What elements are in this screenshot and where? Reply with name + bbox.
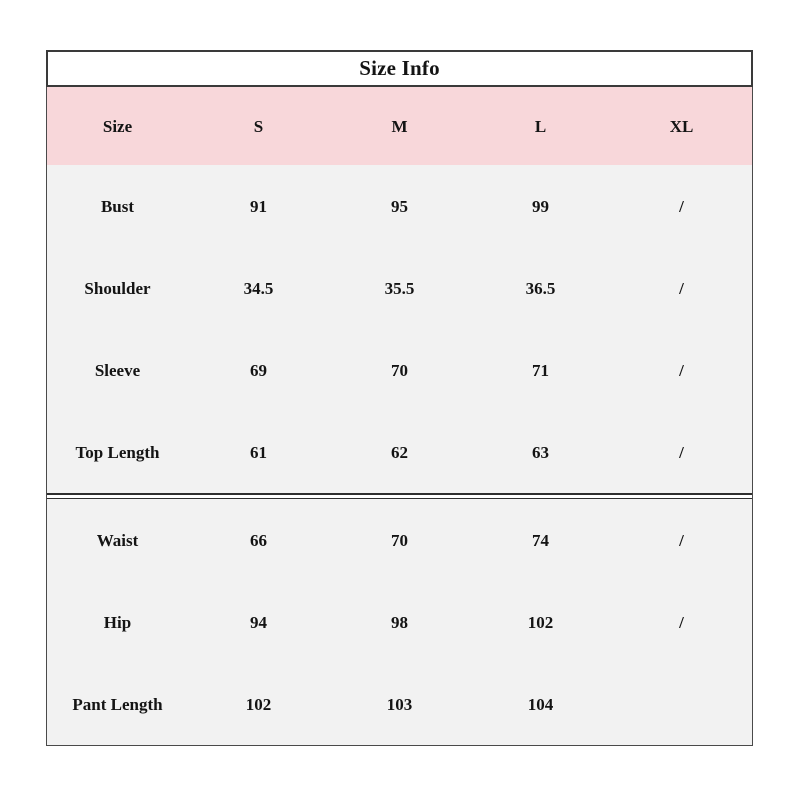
table-row (47, 165, 752, 247)
table-row (47, 247, 752, 329)
value-cell: 69 (250, 360, 267, 380)
value-cell: 74 (532, 530, 549, 550)
value-cell: 35.5 (384, 278, 415, 298)
table-row (47, 411, 752, 493)
header-cell: S (253, 116, 264, 136)
header-cell: Size (102, 116, 133, 136)
size-info-table (46, 50, 753, 746)
row-label: Hip (103, 612, 132, 632)
value-cell: / (679, 530, 684, 550)
value-cell: 70 (391, 360, 408, 380)
table-body (46, 87, 753, 746)
value-cell: 98 (391, 612, 408, 632)
row-label: Sleeve (94, 360, 141, 380)
header-row (47, 87, 752, 165)
value-cell: 66 (250, 530, 267, 550)
header-cell: M (391, 116, 408, 136)
table-row (47, 329, 752, 411)
value-cell: 99 (532, 196, 549, 216)
section-pants (47, 499, 752, 745)
value-cell: / (679, 612, 684, 632)
value-cell: 102 (527, 612, 554, 632)
value-cell: 34.5 (243, 278, 274, 298)
value-cell: 102 (245, 694, 272, 714)
value-cell: 71 (532, 360, 549, 380)
row-label: Waist (96, 530, 139, 550)
value-cell: 63 (532, 442, 549, 462)
value-cell: 103 (386, 694, 413, 714)
value-cell: / (679, 278, 684, 298)
row-label: Top Length (75, 442, 160, 462)
value-cell: / (679, 360, 684, 380)
value-cell: 104 (527, 694, 554, 714)
value-cell: 95 (391, 196, 408, 216)
table-title: Size Info (46, 50, 753, 87)
row-label: Pant Length (72, 694, 163, 714)
section-tops (47, 165, 752, 493)
header-cell: L (534, 116, 547, 136)
row-label: Shoulder (84, 278, 151, 298)
table-row (47, 499, 752, 581)
value-cell: 36.5 (525, 278, 556, 298)
value-cell: / (679, 196, 684, 216)
table-row (47, 581, 752, 663)
value-cell: 94 (250, 612, 267, 632)
table-row (47, 663, 752, 745)
value-cell: / (679, 442, 684, 462)
row-label: Bust (100, 196, 135, 216)
value-cell: 91 (250, 196, 267, 216)
value-cell: 61 (250, 442, 267, 462)
header-cell: XL (669, 116, 694, 136)
value-cell: 62 (391, 442, 408, 462)
value-cell: 70 (391, 530, 408, 550)
